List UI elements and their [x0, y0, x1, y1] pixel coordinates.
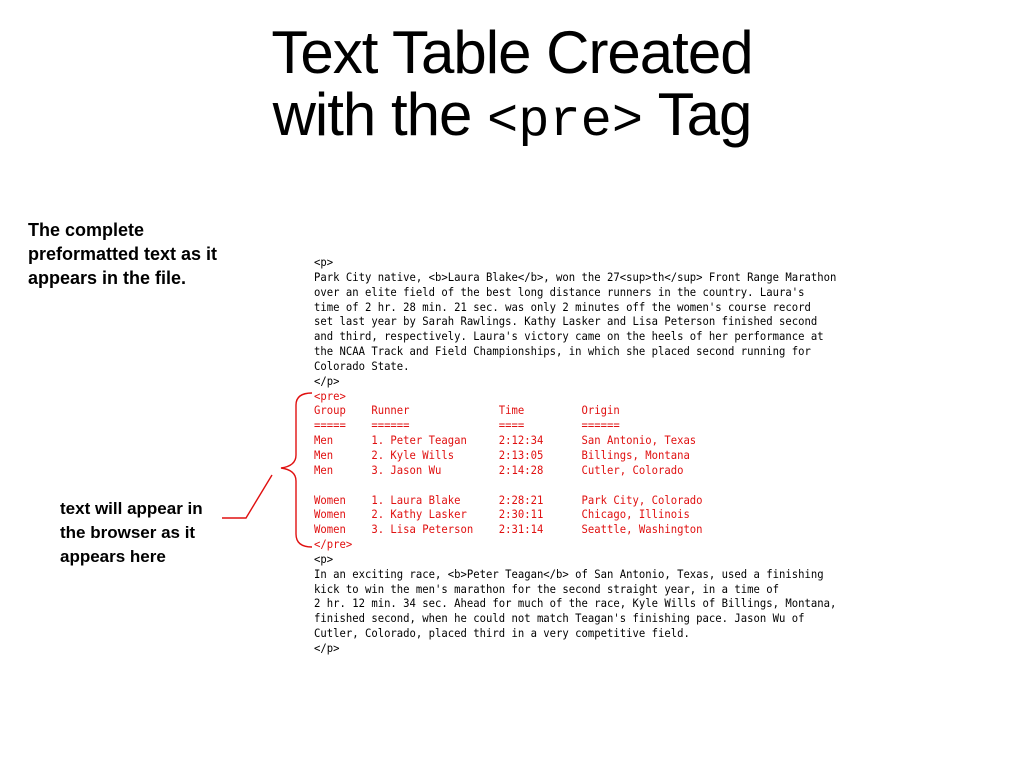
title-line-1: Text Table Created	[271, 19, 753, 86]
code-line: Park City native, <b>Laura Blake</b>, won the 27<sup>th</sup> Front Range Marathon	[314, 269, 837, 284]
code-line	[314, 478, 836, 493]
code-line: time of 2 hr. 28 min. 21 sec. was only 2 minutes off the women's course record	[314, 299, 811, 314]
code-line: ===== ====== ==== ======	[314, 418, 620, 433]
code-line: </pre>	[314, 537, 353, 552]
code-line: Men 1. Peter Teagan 2:12:34 San Antonio, Texas	[314, 433, 697, 448]
code-line: Women 1. Laura Blake 2:28:21 Park City, Colorado	[314, 492, 703, 507]
code-line: Men 2. Kyle Wills 2:13:05 Billings, Montana	[314, 447, 690, 462]
note-browser-appearance: text will appear in the browser as it appears here	[60, 499, 203, 566]
code-line: Cutler, Colorado, placed third in a very competitive field.	[314, 626, 690, 641]
code-line: Women 3. Lisa Peterson 2:31:14 Seattle, Washington	[314, 522, 703, 537]
code-line: the NCAA Track and Field Championships, in which she placed second running for	[314, 344, 811, 359]
code-line: Men 3. Jason Wu 2:14:28 Cutler, Colorado	[314, 462, 684, 477]
code-line: over an elite field of the best long distance runners in the country. Laura's	[314, 284, 805, 299]
code-line: set last year by Sarah Rawlings. Kathy Lasker and Lisa Peterson finished second	[314, 314, 818, 329]
title-pre-tag: <pre>	[487, 92, 644, 151]
code-line: finished second, when he could not match Teagan's finishing pace. Jason Wu of	[314, 611, 805, 626]
code-line: Group Runner Time Origin	[314, 403, 620, 418]
code-line: kick to win the men's marathon for the second straight year, in a time of	[314, 581, 779, 596]
code-line: 2 hr. 12 min. 34 sec. Ahead for much of the race, Kyle Wills of Billings, Montana,	[314, 596, 837, 611]
code-line: <pre>	[314, 388, 346, 403]
curly-brace-icon	[281, 393, 312, 547]
code-line: </p>	[314, 640, 340, 655]
slide-title	[0, 19, 1024, 153]
note-complete-text: The complete preformatted text as it appears in the file.	[28, 220, 218, 288]
pointer-line-icon	[222, 475, 272, 518]
code-line: In an exciting race, <b>Peter Teagan</b> of San Antonio, Texas, used a finishing	[314, 566, 824, 581]
code-line: Women 2. Kathy Lasker 2:30:11 Chicago, Illinois	[314, 507, 690, 522]
code-line: <p>	[314, 255, 334, 269]
code-line: <p>	[314, 551, 334, 566]
title-line-2	[0, 81, 1024, 153]
code-listing	[314, 255, 836, 656]
title-line-2-suffix: Tag	[643, 81, 752, 148]
code-line: and third, respectively. Laura's victory came on the heels of her performance at	[314, 329, 824, 344]
code-line: </p>	[314, 373, 340, 388]
title-line-2-prefix: with the	[272, 81, 488, 148]
code-line: Colorado State.	[314, 358, 410, 373]
